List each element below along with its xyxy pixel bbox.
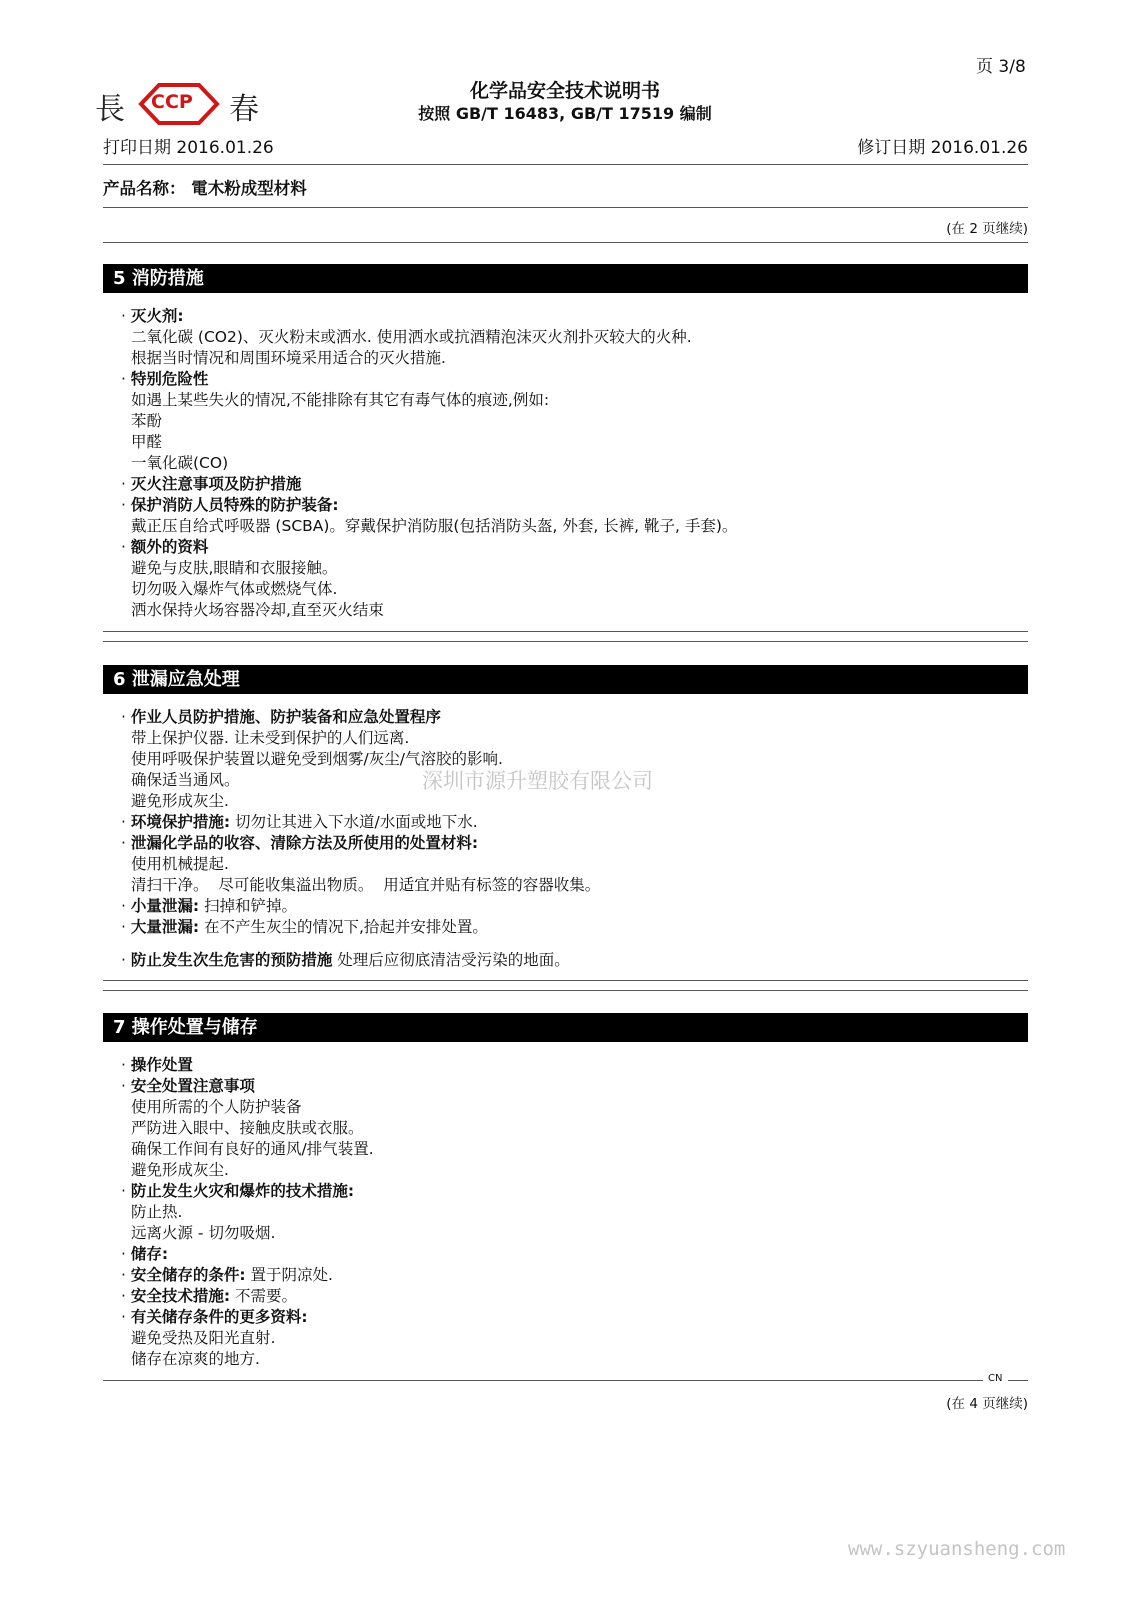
product-name: 電木粉成型材料 [191, 179, 307, 198]
item-heading: · 保护消防人员特殊的防护装备: [121, 496, 339, 514]
section-7-title: 7 操作处置与储存 [103, 1013, 1028, 1042]
item-text: 清扫干净。 尽可能收集溢出物质。 用适宜并贴有标签的容器收集。 [131, 876, 601, 894]
item-text: 甲醛 [131, 433, 163, 451]
document-title: 化学品安全技术说明书 [469, 80, 660, 102]
item-text: 防止热. [131, 1203, 183, 1221]
item-heading: · 防止发生次生危害的预防措施 处理后应彻底清洁受污染的地面。 [121, 951, 570, 969]
divider [103, 207, 1028, 208]
print-date: 打印日期 2016.01.26 [103, 138, 274, 158]
item-text: 避免形成灰尘. [131, 1161, 229, 1179]
item-text: 根据当时情况和周围环境采用适合的灭火措施. [131, 349, 446, 367]
continued-to: (在 4 页继续) [946, 1396, 1028, 1412]
item-text: 储存在凉爽的地方. [131, 1350, 260, 1368]
product-name-row [103, 175, 307, 199]
page-number: 页 3/8 [976, 57, 1026, 77]
revision-date: 修订日期 2016.01.26 [857, 138, 1028, 158]
divider [103, 242, 1028, 243]
item-heading: · 储存: [121, 1245, 169, 1263]
item-text: 戴正压自给式呼吸器 (SCBA)。穿戴保护消防服(包括消防头盔, 外套, 长裤, 靴子, 手套)。 [131, 517, 738, 535]
item-text: 避免形成灰尘. [131, 792, 229, 810]
item-text: 切勿吸入爆炸气体或燃烧气体. [131, 580, 338, 598]
logo-right-char: 春 [229, 92, 259, 127]
item-text: 确保工作间有良好的通风/排气装置. [131, 1140, 374, 1158]
item-text: 使用机械提起. [131, 855, 229, 873]
logo-badge: CCP [151, 91, 193, 113]
item-text: 严防进入眼中、接触皮肤或衣服。 [131, 1119, 364, 1137]
item-text: 确保适当通风。 [131, 771, 240, 789]
company-watermark: 深圳市源升塑胶有限公司 [422, 769, 653, 793]
item-heading: · 作业人员防护措施、防护装备和应急处置程序 [121, 708, 441, 726]
divider [103, 980, 1028, 981]
item-heading: · 防止发生火灾和爆炸的技术措施: [121, 1182, 355, 1200]
item-heading: · 有关储存条件的更多资料: [121, 1308, 308, 1326]
footer-divider-end [1008, 1380, 1028, 1381]
item-heading: · 特别危险性 [121, 370, 209, 388]
item-heading: · 灭火注意事项及防护措施 [121, 475, 302, 493]
section-5-title: 5 消防措施 [103, 264, 1028, 293]
logo-left-char: 長 [95, 92, 125, 127]
website-watermark: www.szyuansheng.com [848, 1538, 1066, 1560]
item-text: 一氧化碳(CO) [131, 454, 229, 472]
item-text: 洒水保持火场容器冷却,直至灭火结束 [131, 601, 384, 619]
item-heading: · 大量泄漏: 在不产生灰尘的情况下,拾起并安排处置。 [121, 918, 488, 936]
item-heading: · 环境保护措施: 切勿让其进入下水道/水面或地下水. [121, 813, 478, 831]
document-subtitle: 按照 GB/T 16483, GB/T 17519 编制 [418, 104, 712, 123]
item-text: 二氧化碳 (CO2)、灭火粉末或洒水. 使用洒水或抗酒精泡沫灭火剂扑灭较大的火种. [131, 328, 692, 346]
item-heading: · 安全处置注意事项 [121, 1077, 255, 1095]
item-text: 如遇上某些失火的情况,不能排除有其它有毒气体的痕迹,例如: [131, 391, 550, 409]
language-code: CN [988, 1373, 1003, 1384]
item-text: 使用呼吸保护装置以避免受到烟雾/灰尘/气溶胶的影响. [131, 750, 503, 768]
divider [103, 631, 1028, 632]
continued-from: (在 2 页继续) [946, 221, 1028, 237]
footer-divider [103, 1380, 983, 1381]
item-text: 避免与皮肤,眼睛和衣服接触。 [131, 559, 338, 577]
item-heading: · 灭火剂: [121, 307, 184, 325]
product-label: 产品名称： [103, 179, 186, 198]
item-text: 远离火源 - 切勿吸烟. [131, 1224, 276, 1242]
item-heading: · 泄漏化学品的收容、清除方法及所使用的处置材料: [121, 834, 479, 852]
item-text: 使用所需的个人防护装备 [131, 1098, 302, 1116]
item-text: 避免受热及阳光直射. [131, 1329, 276, 1347]
divider [103, 164, 1028, 165]
item-text: 带上保护仪器. 让未受到保护的人们远离. [131, 729, 410, 747]
item-heading: · 安全技术措施: 不需要。 [121, 1287, 297, 1305]
divider [103, 641, 1028, 642]
section-6-title: 6 泄漏应急处理 [103, 665, 1028, 694]
divider [103, 990, 1028, 991]
item-text: 苯酚 [131, 412, 163, 430]
item-heading: · 操作处置 [121, 1056, 193, 1074]
item-heading: · 额外的资料 [121, 538, 209, 556]
item-heading: · 小量泄漏: 扫掉和铲掉。 [121, 897, 297, 915]
item-heading: · 安全储存的条件: 置于阴凉处. [121, 1266, 333, 1284]
